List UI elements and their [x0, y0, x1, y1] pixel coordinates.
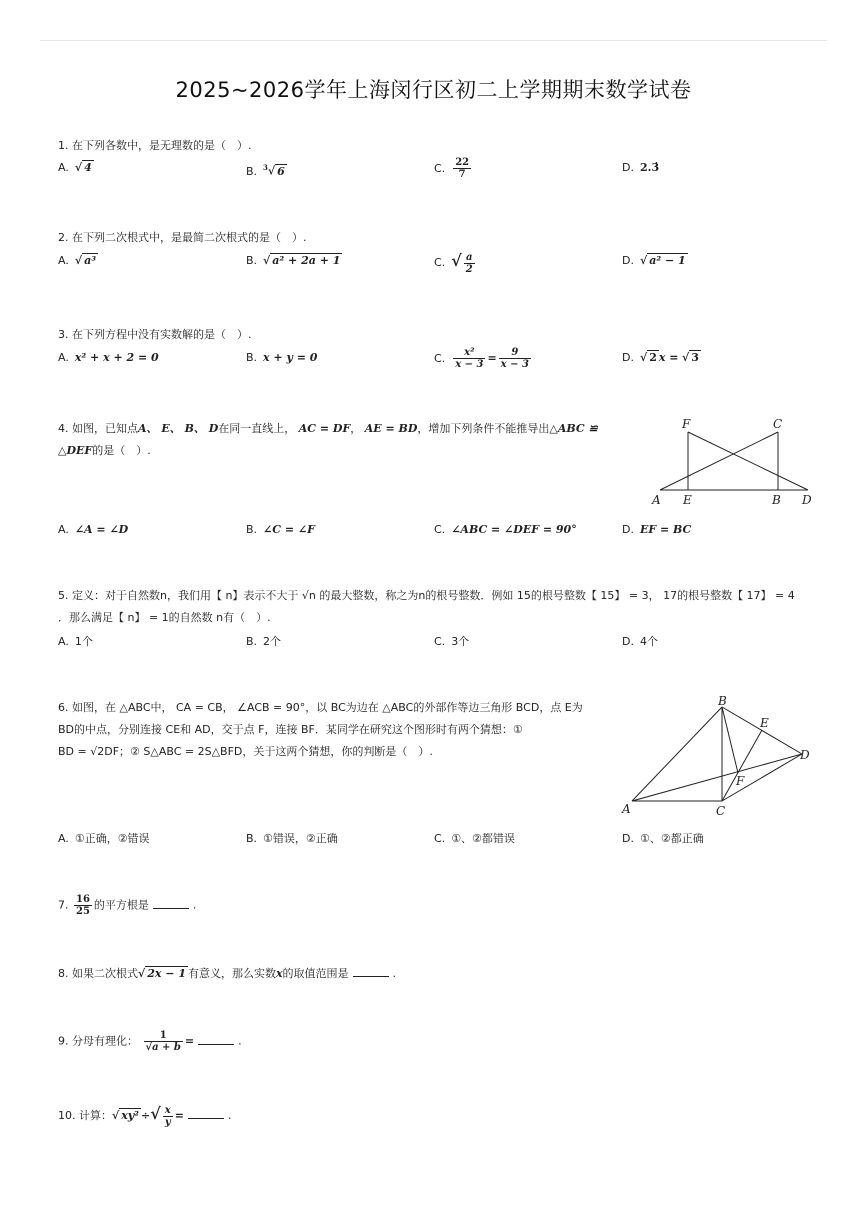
- answer-blank[interactable]: [153, 898, 189, 909]
- answer-blank[interactable]: [198, 1034, 234, 1045]
- label-e: E: [760, 716, 769, 730]
- label-b: B: [718, 695, 727, 708]
- label-a: A: [622, 802, 631, 816]
- option-a[interactable]: A. √ 4: [58, 161, 92, 174]
- option-b[interactable]: B. $^3$√ 6: [246, 163, 285, 178]
- option-b[interactable]: B. ∠C = ∠F: [246, 523, 315, 536]
- option-d[interactable]: D. √ a² − 1: [622, 254, 686, 267]
- question-8: 8. 如果二次根式√ 2x − 1 有意义，那么实数x的取值范围是 .: [58, 967, 397, 980]
- answer-blank[interactable]: [188, 1108, 224, 1119]
- option-b[interactable]: B. 2个: [246, 635, 282, 648]
- question-4-figure: [648, 414, 816, 510]
- label-d: D: [802, 493, 812, 507]
- question-10: 10. 计算：√ xy² ÷√ $\frac{x}{y}$ = .: [58, 1104, 232, 1128]
- option-d[interactable]: D. √ 2 x = √ 3: [622, 351, 699, 364]
- label-f: F: [736, 774, 745, 788]
- question-3-options: [58, 347, 818, 369]
- question-5-stem: 5. 定义：对于自然数n，我们用【 n】表示不大于 √n 的最大整数，称之为n的根号整数．例如 15的根号整数【 15】 = 3， 17的根号整数【 17】 = 4 ．那么满足【 n】 = 1的自然数 n有（ ）.: [58, 589, 795, 624]
- question-1-options: [58, 157, 818, 179]
- question-7: 7. $\frac{16}{25}$ 的平方根是 .: [58, 894, 197, 917]
- option-a[interactable]: A. x² + x + 2 = 0: [58, 351, 159, 364]
- question-6-stem: 6. 如图，在 △ABC中， CA = CB， ∠ACB = 90°，以 BC为边在 △ABC的外部作等边三角形 BCD，点 E为 BD的中点，分别连接 CE和 AD，交于点 F，连接 BF．某同学在研究这个图形时有两个猜想：① BD = √2DF；② S△ABC = 2S△BFD，关于这两个猜想，你的判断是（ ）.: [58, 701, 583, 758]
- label-b: B: [772, 493, 781, 507]
- option-c[interactable]: C. 3个: [434, 635, 470, 648]
- question-5-options: [58, 631, 818, 653]
- label-e: E: [683, 493, 692, 507]
- question-1-stem: 1. 在下列各数中，是无理数的是（ ）.: [58, 139, 252, 152]
- question-4-stem: 4. 如图，已知点A、 E、 B、 D在同一直线上， AC = DF， AE = BD，增加下列条件不能推导出△ABC ≌ △DEF的是（ ）.: [58, 422, 598, 457]
- option-b[interactable]: B. x + y = 0: [246, 351, 318, 364]
- option-b[interactable]: B. √ a² + 2a + 1: [246, 254, 341, 267]
- line-fd: [688, 432, 808, 490]
- line-cd: [722, 754, 802, 801]
- option-a[interactable]: A. 1个: [58, 635, 93, 648]
- label-c: C: [773, 417, 783, 431]
- question-6-options: [58, 828, 818, 850]
- label-d: D: [800, 748, 810, 762]
- question-2-stem: 2. 在下列二次根式中，是最简二次根式的是（ ）.: [58, 231, 307, 244]
- option-d[interactable]: D. 4个: [622, 635, 658, 648]
- page-top-rule: [40, 40, 827, 41]
- option-c[interactable]: C. ①、②都错误: [434, 832, 515, 845]
- line-ce: [722, 730, 762, 801]
- option-a[interactable]: A. ∠A = ∠D: [58, 523, 129, 536]
- line-ab: [632, 707, 722, 801]
- option-c[interactable]: C. ∠ABC = ∠DEF = 90°: [434, 523, 577, 536]
- question-6-figure: [620, 695, 816, 819]
- option-d[interactable]: D. ①、②都正确: [622, 832, 704, 845]
- option-d[interactable]: D. 2.3̇: [622, 161, 660, 174]
- option-c[interactable]: C. $\frac{22}{7}$: [434, 157, 470, 180]
- option-c[interactable]: C. $\frac{\text{x²}}{x - 3}$ = $\frac{9}{x - 3}$: [434, 347, 529, 370]
- label-a: A: [652, 493, 661, 507]
- label-c: C: [716, 804, 726, 818]
- question-9: 9. 分母有理化： $\frac{1}{√a + b}$ = .: [58, 1030, 242, 1053]
- option-c[interactable]: C. √ $\frac{a}{2}$: [434, 251, 473, 275]
- line-bf: [722, 707, 738, 773]
- option-b[interactable]: B. ①错误，②正确: [246, 832, 338, 845]
- line-ad: [632, 754, 802, 801]
- option-d[interactable]: D. EF = BC: [622, 523, 692, 536]
- answer-blank[interactable]: [353, 966, 389, 977]
- option-a[interactable]: A. ①正确，②错误: [58, 832, 150, 845]
- page-title: 2025~2026学年上海闵行区初二上学期期末数学试卷: [175, 78, 692, 102]
- question-4-options: [58, 519, 818, 541]
- label-f: F: [682, 417, 691, 431]
- option-a[interactable]: A. √ a³: [58, 254, 97, 267]
- question-3-stem: 3. 在下列方程中没有实数解的是（ ）.: [58, 328, 252, 341]
- question-2-options: [58, 250, 818, 275]
- line-ac: [660, 432, 778, 490]
